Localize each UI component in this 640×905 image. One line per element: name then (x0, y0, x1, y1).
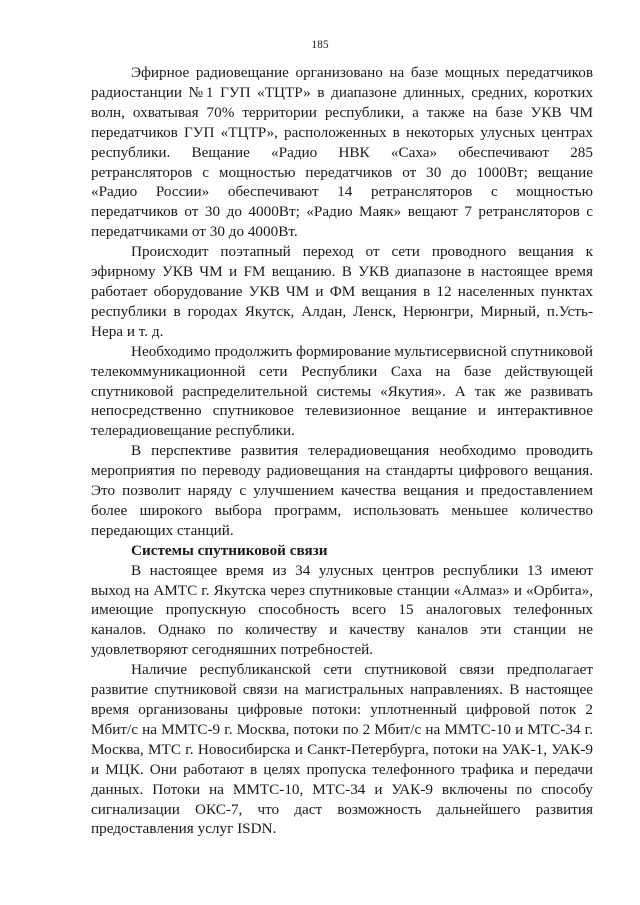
section-heading: Системы спутниковой связи (131, 541, 328, 559)
paragraph-satellite-network: Необходимо продолжить формирование мультисервисной спутниковой телекоммуникационной сети Республики Саха на базе действующей спутниковой распределительной системы «Якутия». А так же развивать непосредственно спутниковое телевизионное вещание и интерактивное телерадиовещание республики. (91, 342, 593, 440)
paragraph-digital-broadcasting: В перспективе развития телерадиовещания необходимо проводить мероприятия по переводу радиовещания на стандарты цифрового вещания. Это позволит наряду с улучшением качества вещания и предоставлением более широкого выбора программ, использовать меньшее количество передающих станций. (91, 442, 593, 539)
paragraph-digital-streams: Наличие республиканской сети спутниковой связи предполагает развитие спутниковой связи на магистральных направлениях. В настоящее время организованы цифровые потоки: уплотненный цифровой поток 2 Мбит/с на ММТС-9 г. Москва, потоки по 2 Мбит/с на ММТС-10 и МТС-34 г. Москва, МТС г. Новосибирска и Санкт-Петербурга, потоки на УАК-1, УАК-9 и МЦК. Они работают в целях пропуска телефонного трафика и передачи данных. Потоки на ММТС-10, МТС-34 и УАК-9 включены по способу сигнализации ОКС-7, что даст возможность дальнейшего развития предоставления услуг ISDN. (91, 661, 593, 838)
page-number: 185 (311, 39, 329, 51)
document-body (91, 63, 593, 839)
paragraph-satellite-stations: В настоящее время из 34 улусных центров республики 13 имеют выход на АМТС г. Якутска через спутниковые станции «Алмаз» и «Орбита», имеющие пропускную способность всего 15 аналоговых телефонных каналов. Однако по количеству и качеству каналов эти станции не удовлетворяют сегодняшних потребностей. (91, 561, 593, 659)
paragraph-vhf-transition: Происходит поэтапный переход от сети проводного вещания к эфирному УКВ ЧМ и FM вещанию. В УКВ диапазоне в настоящее время работает оборудование УКВ ЧМ и ФМ вещания в 12 населенных пунктах республики в городах Якутск, Алдан, Ленск, Нерюнгри, Мирный, п.Усть-Нера и т. д. (91, 243, 593, 340)
paragraph-radio-broadcasting: Эфирное радиовещание организовано на базе мощных передатчиков радиостанции №1 ГУП «ТЦТР» в диапазоне длинных, средних, коротких волн, охватывая 70% территории республики, а также на базе УКВ ЧМ передатчиков ГУП «ТЦТР», расположенных в некоторых улусных центрах республики. Вещание «Радио НВК «Саха» обеспечивают 285 ретрансляторов с мощностью передатчиков от 30 до 1000Вт; вещание «Радио России» обеспечивают 14 ретрансляторов с мощностью передатчиков от 30 до 4000Вт; «Радио Маяк» вещают 7 ретрансляторов с передатчиками от 30 до 4000Вт. (91, 64, 593, 241)
